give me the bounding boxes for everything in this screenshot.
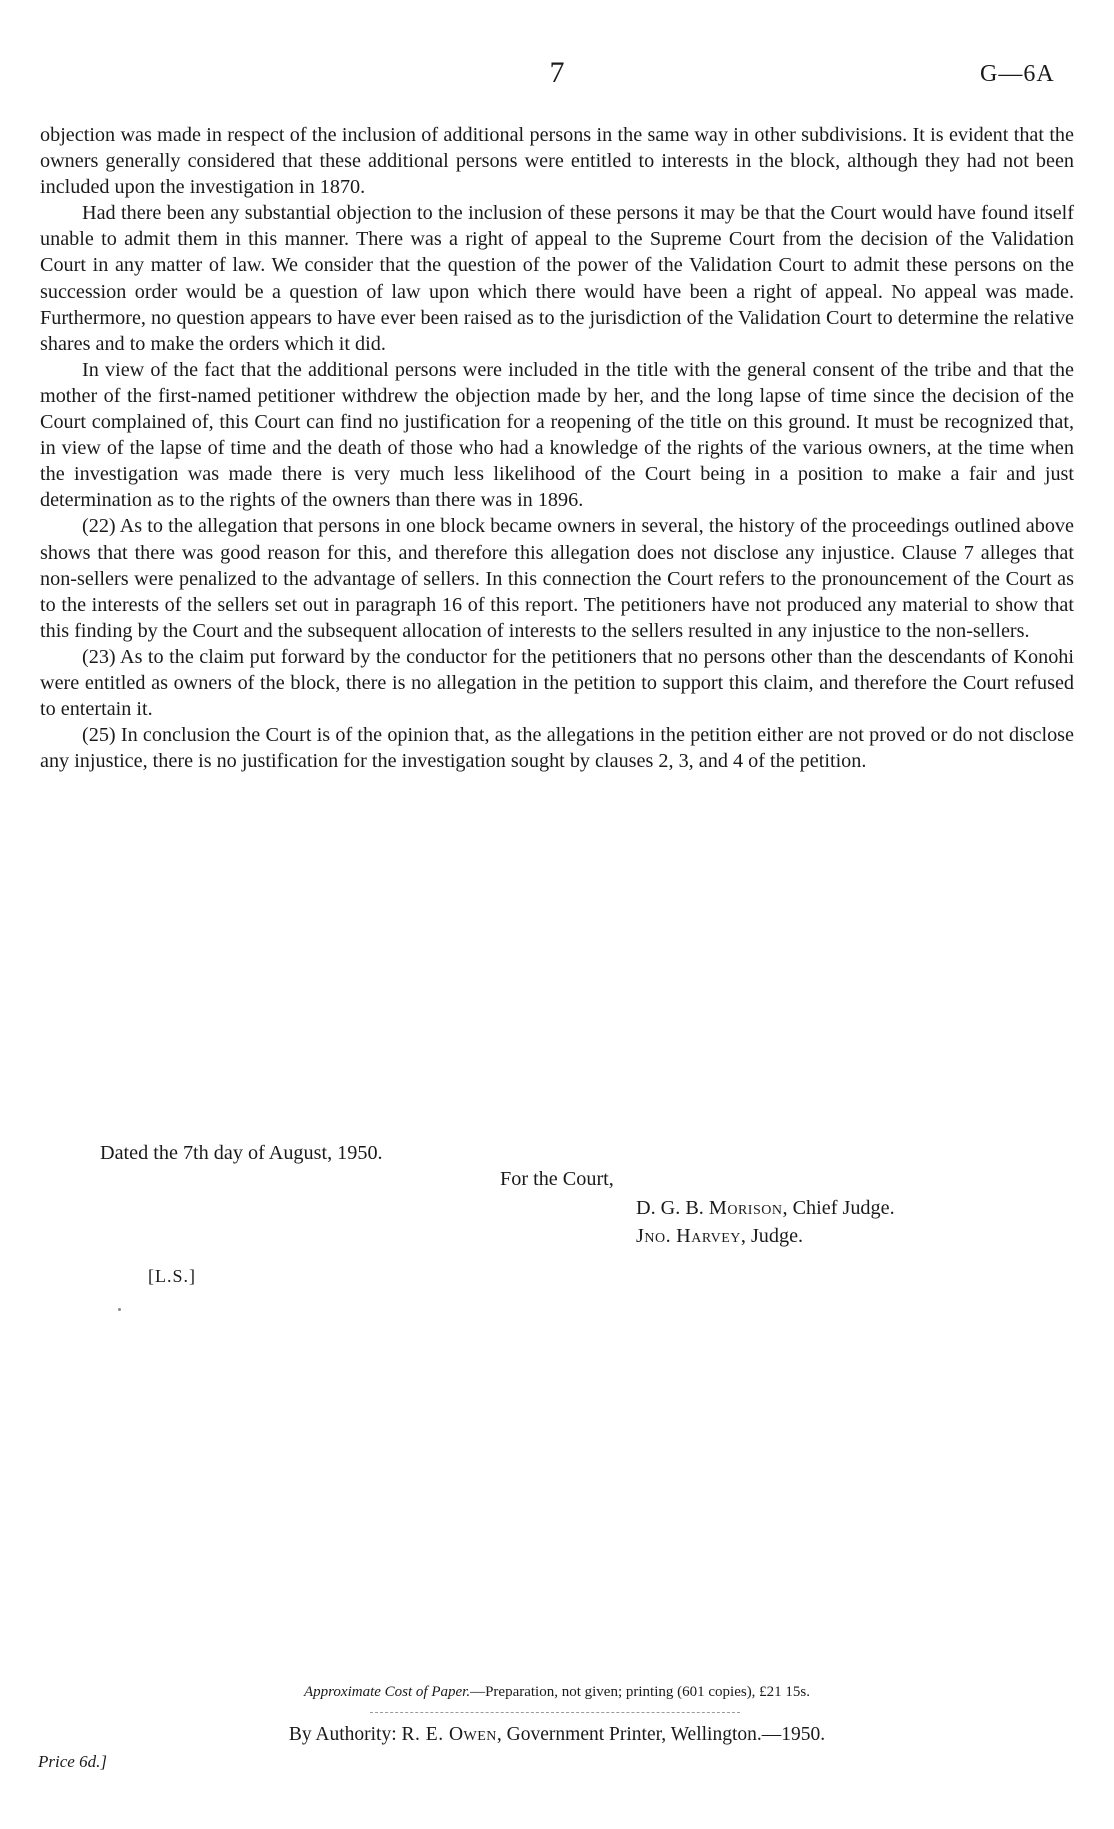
authority-suffix: , Government Printer, Wellington.—1950. [496,1724,826,1745]
report-body [40,122,1074,774]
signature-chief-judge [636,1195,895,1221]
price-line: Price 6d.] [38,1752,107,1771]
cost-label: Approximate Cost of Paper. [303,1684,471,1700]
signature-initials: D. G. B. [636,1197,704,1219]
signature-title: , Judge. [740,1225,804,1247]
print-speck [118,1308,121,1311]
paragraph-continuation: objection was made in respect of the inclusion of additional persons in the same way in other subdivisions. It is evident that the owners generally considered that these additional persons were entitled to interests in the block, although they had not been included upon the investigation in 1870. [40,124,1074,199]
document-reference: G—6A [980,61,1055,87]
for-the-court: For the Court, [500,1168,614,1190]
signature-surname: Morison [708,1197,783,1219]
paragraph-lapse-of-time: In view of the fact that the additional persons were included in the title with the general consent of the tribe and that the mother of the first-named petitioner withdrew the objection made by her, and the long lapse of time since the decision of the Court complained of, this Court can find no justification for a reopening of the title on this ground. It must be recognized that, in view of the lapse of time and the death of those who had a knowledge of the rights of the various owners, at the time when the investigation was made there is very much less likelihood of the Court being in a position to make a fair and just determination as to the rights of the owners than there was in 1896. [40,358,1074,512]
paragraph-substantial-objection: Had there been any substantial objection to the inclusion of these persons it may be that the Court would have found itself unable to admit them in this manner. There was a right of appeal to the Supreme Court from the decision of the Validation Court in any matter of law. We consider that the question of the power of the Validation Court to admit these persons on the succession order would be a question of law upon which there would have been a right of appeal. No appeal was made. Furthermore, no question appears to have ever been raised as to the jurisdiction of the Validation Court to determine the relative shares and to make the orders which it did. [40,202,1074,355]
paragraph-23: (23) As to the claim put forward by the conductor for the petitioners that no persons other than the descendants of Konohi were entitled as owners of the block, there is no allegation in the petition to support this claim, and therefore the Court refused to entertain it. [40,645,1074,721]
signature-initials: Jno. [636,1225,672,1247]
paragraph-25: (25) In conclusion the Court is of the opinion that, as the allegations in the petition either are not proved or do not disclose any injustice, there is no justification for the investigation sought by clauses 2, 3, and 4 of the petition. [40,724,1074,773]
date-line: Dated the 7th day of August, 1950. [100,1142,383,1164]
signature-title: , Chief Judge. [782,1197,895,1219]
cost-of-paper-line [0,1682,1114,1702]
seal-mark: [L.S.] [148,1266,196,1286]
signature-judge [636,1223,803,1249]
paragraph-22: (22) As to the allegation that persons in one block became owners in several, the history of the proceedings outlined above shows that there was good reason for this, and therefore this allegation does not disclose any injustice. Clause 7 alleges that non-sellers were penalized to the advantage of sellers. In this connection the Court refers to the pronouncement of the Court as to the interests of the sellers set out in paragraph 16 of this report. The petitioners have not produced any material to show that this finding by the Court and the subsequent allocation of interests to the sellers resulted in any injustice to the non-sellers. [40,515,1074,642]
authority-prefix: By Authority: [288,1724,397,1745]
signature-surname: Harvey [676,1225,741,1247]
cost-detail: —Preparation, not given; printing (601 copies), £21 15s. [470,1684,811,1700]
printer-name: R. E. Owen [401,1724,497,1745]
page-number: 7 [549,56,565,89]
divider-rule [370,1712,740,1713]
authority-line [0,1722,1114,1748]
